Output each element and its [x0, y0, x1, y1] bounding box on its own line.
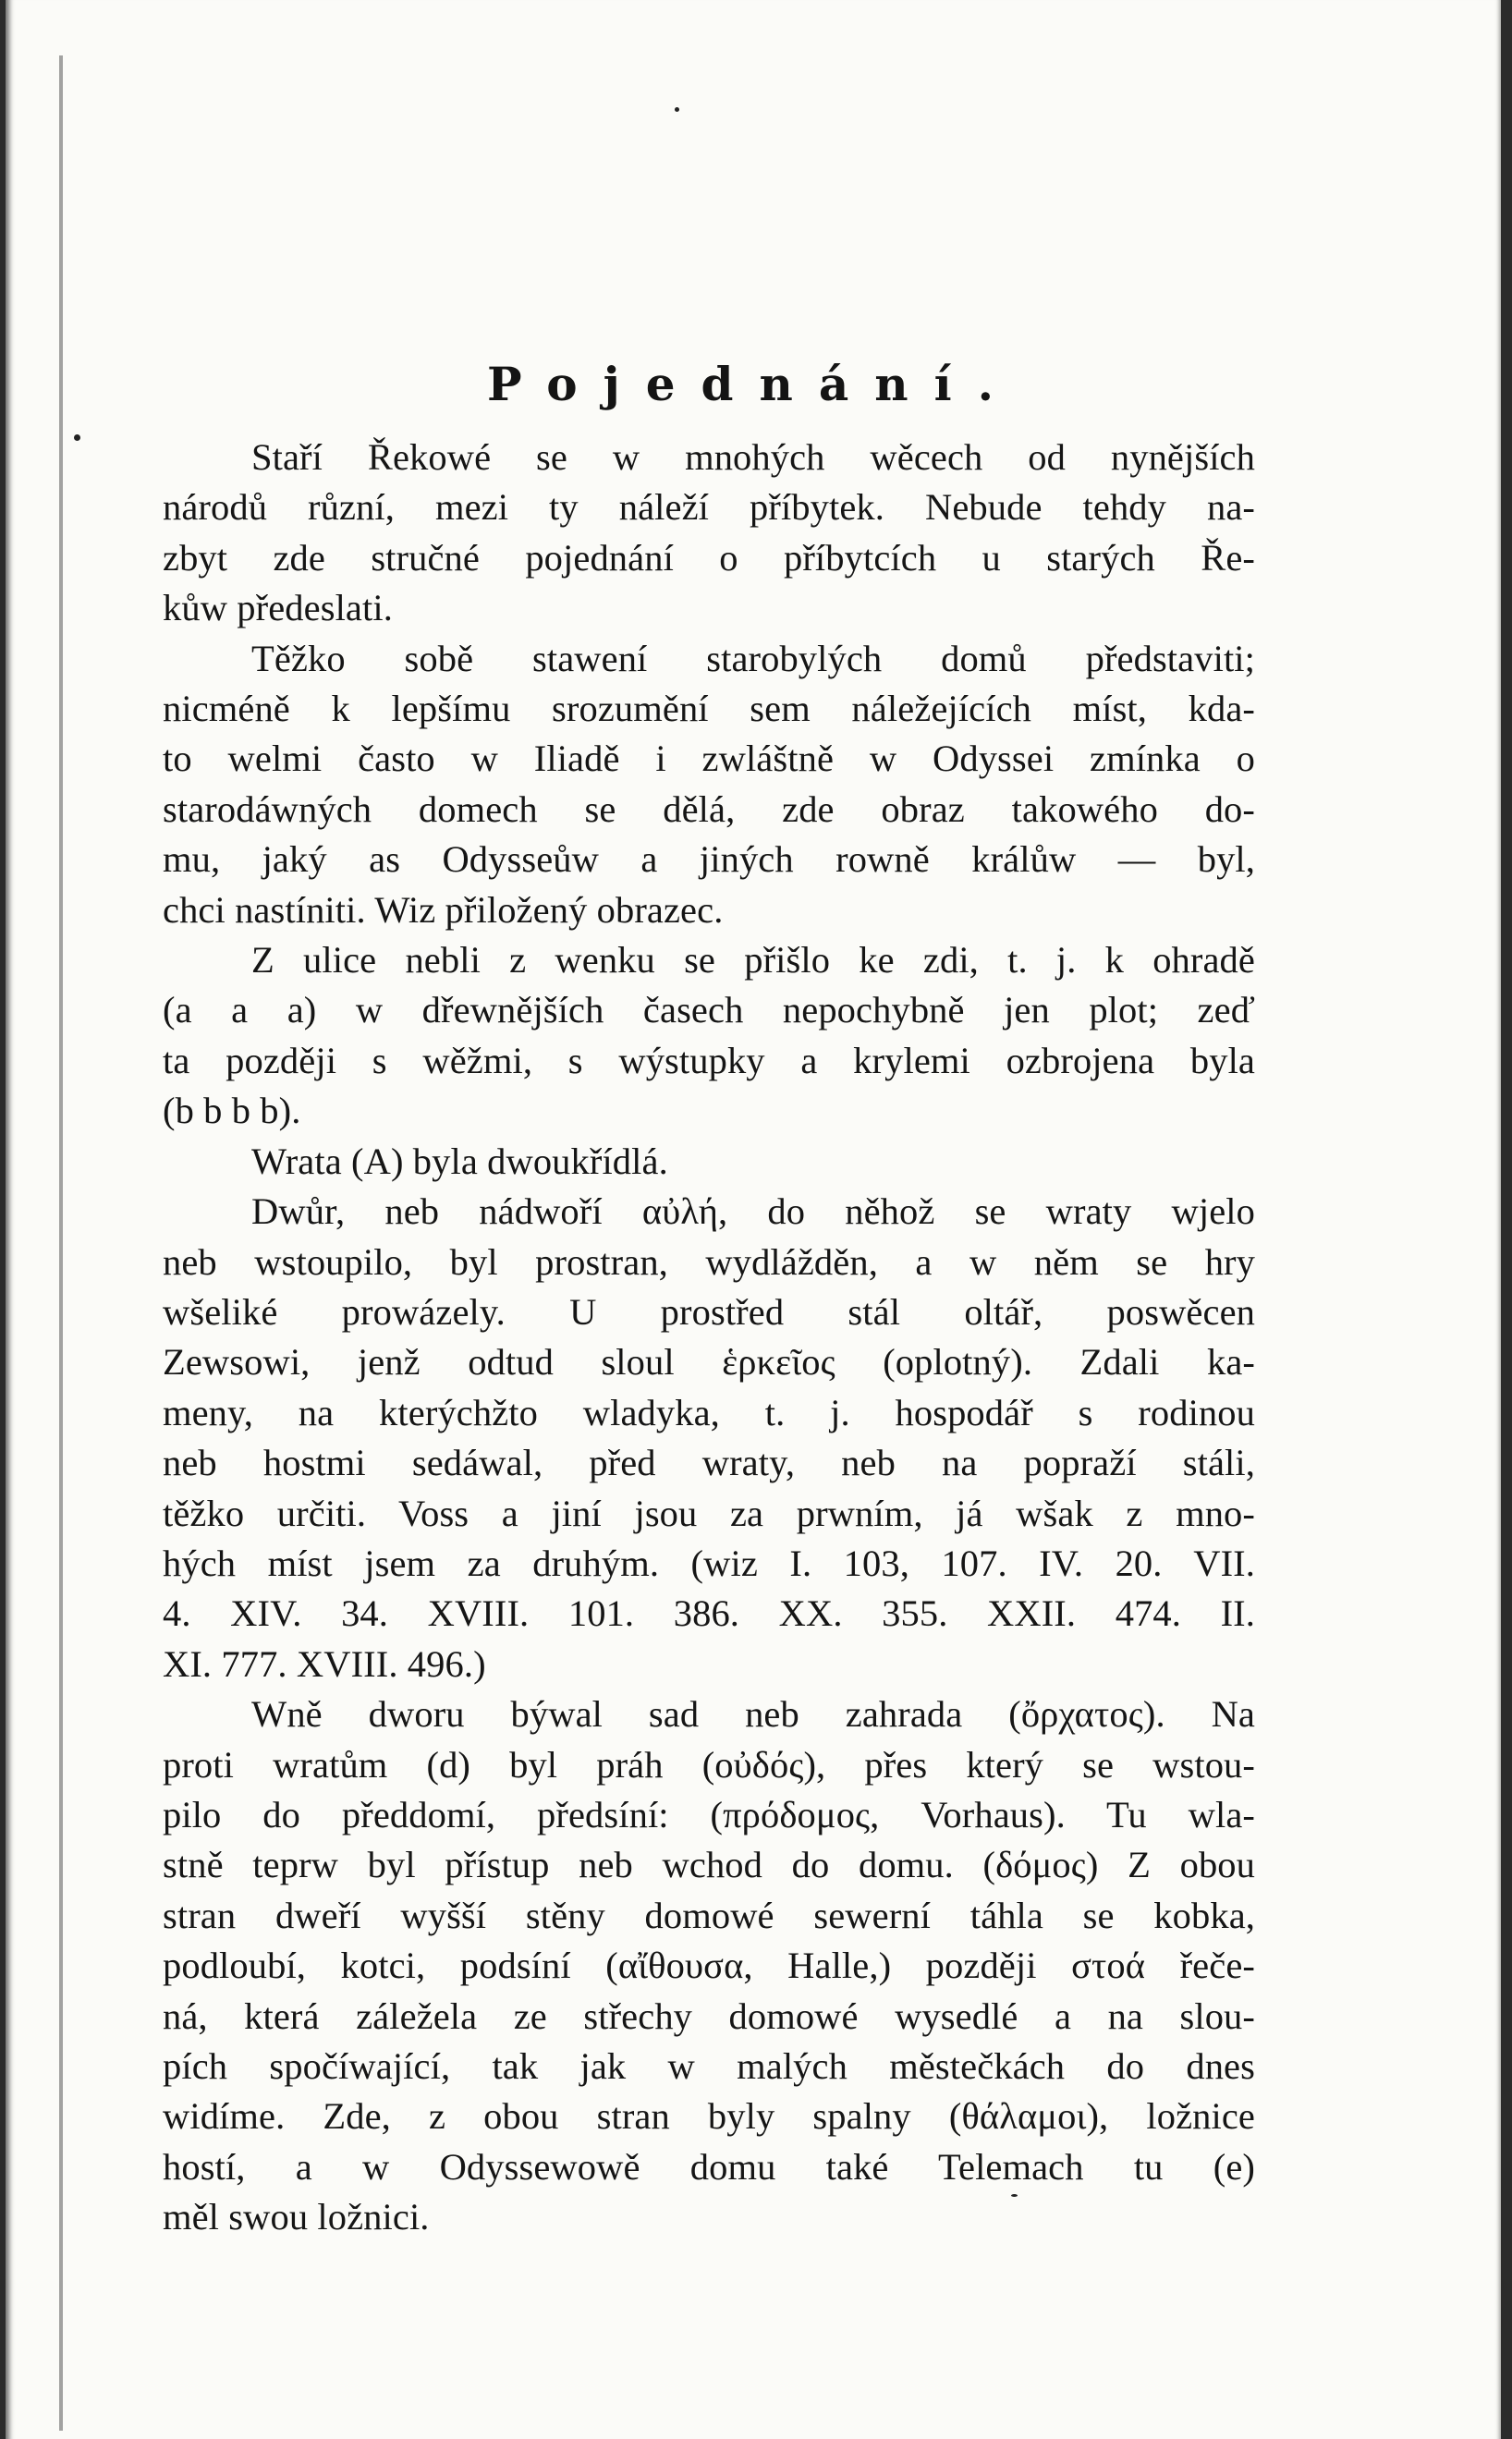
text-line: wšeliké prowázely. U prostřed stál oltář, poswěcen [163, 1290, 1255, 1333]
text-line: stně teprw byl přístup neb wchod do domu. (δόμος) Z obou [163, 1844, 1255, 1886]
paragraph [163, 1137, 1255, 1187]
text-line: národů různí, mezi ty náleží příbytek. Nebude tehdy na- [163, 486, 1255, 529]
paragraph [163, 935, 1255, 1137]
text-line: mu, jaký as Odysseůw a jiných rowně králůw — byl, [163, 838, 1255, 881]
text-line: neb hostmi sedáwal, před wraty, neb na popraží stáli, [163, 1442, 1255, 1484]
text-line: meny, na kterýchžto wladyka, t. j. hospodář s rodinou [163, 1391, 1255, 1433]
text-line: chci nastíniti. Wiz přiložený obrazec. [163, 888, 724, 931]
text-line: XI. 777. XVIII. 496.) [163, 1642, 486, 1685]
book-page [6, 0, 1501, 2439]
text-line: hých míst jsem za druhým. (wiz I. 103, 107. IV. 20. VII. [163, 1542, 1255, 1584]
text-line: (a a a) w dřewnějších časech nepochybně jen plot; zeď [163, 989, 1255, 1031]
text-line: Wně dworu býwal sad neb zahrada (ὄρχατος). Na [251, 1693, 1255, 1736]
text-line: widíme. Zde, z obou stran byly spalny (θάλαμοι), ložnice [163, 2095, 1255, 2138]
text-line: zbyt zde stručné pojednání o příbytcích u starých Ře- [163, 536, 1255, 579]
text-line: hostí, a w Odyssewowě domu také Telemach tu (e) [163, 2145, 1255, 2188]
paragraph [163, 634, 1255, 935]
ink-speck [675, 107, 679, 112]
text-line: Z ulice nebli z wenku se přišlo ke zdi, t. j. k ohradě [251, 939, 1255, 982]
text-line: ta později s wěžmi, s wýstupky a krylemi ozbrojena byla [163, 1039, 1255, 1081]
paragraph [163, 1689, 1255, 2242]
ink-speck [74, 434, 80, 441]
paragraph [163, 1187, 1255, 1689]
text-line: (b b b b). [163, 1090, 301, 1132]
text-line: měl swou ložnici. [163, 2196, 430, 2238]
text-line: pilo do předdomí, předsíní: (πρόδομος, Vorhaus). Tu wla- [163, 1793, 1255, 1835]
text-line: nicméně k lepšímu srozumění sem náležejících míst, kda- [163, 688, 1255, 730]
text-line: kůw předeslati. [163, 587, 393, 629]
text-line: Zewsowi, jenž odtud sloul ἑρκεῖος (oplotný). Zdali ka- [163, 1341, 1255, 1384]
text-line: to welmi často w Iliadě i zwláštně w Odyssei zmínka o [163, 738, 1255, 780]
text-line: stran dweří wyšší stěny domowé sewerní táhla se kobka, [163, 1894, 1255, 1936]
body-text [163, 433, 1255, 2243]
text-line: starodáwných domech se dělá, zde obraz takowého do- [163, 787, 1255, 830]
text-line: Dwůr, neb nádwoří αὐλή, do něhož se wraty wjelo [251, 1190, 1255, 1233]
text-line: 4. XIV. 34. XVIII. 101. 386. XX. 355. XXII. 474. II. [163, 1592, 1255, 1635]
text-line: těžko určiti. Voss a jiní jsou za prwním, já wšak z mno- [163, 1492, 1255, 1534]
text-line: neb wstoupilo, byl prostran, wydlážděn, a w něm se hry [163, 1240, 1255, 1283]
text-line: Těžko sobě stawení starobylých domů představiti; [251, 637, 1255, 679]
text-line: Staří Řekowé se w mnohých wěcech od nynějších [251, 436, 1255, 478]
text-line: Wrata (A) byla dwoukřídlá. [251, 1140, 668, 1182]
text-line: podloubí, kotci, podsíní (αἴθουσα, Halle,) později στοά řeče- [163, 1945, 1255, 1987]
text-line: pích spočíwající, tak jak w malých městečkách do dnes [163, 2045, 1255, 2087]
text-line: proti wratům (d) byl práh (οὐδός), přes který se wstou- [163, 1743, 1255, 1786]
page-gutter-shadow [59, 55, 63, 2431]
page-title: Pojednání. [487, 356, 1019, 411]
text-line: ná, která záležela ze střechy domowé wysedlé a na slou- [163, 1994, 1255, 2037]
paragraph [163, 433, 1255, 634]
